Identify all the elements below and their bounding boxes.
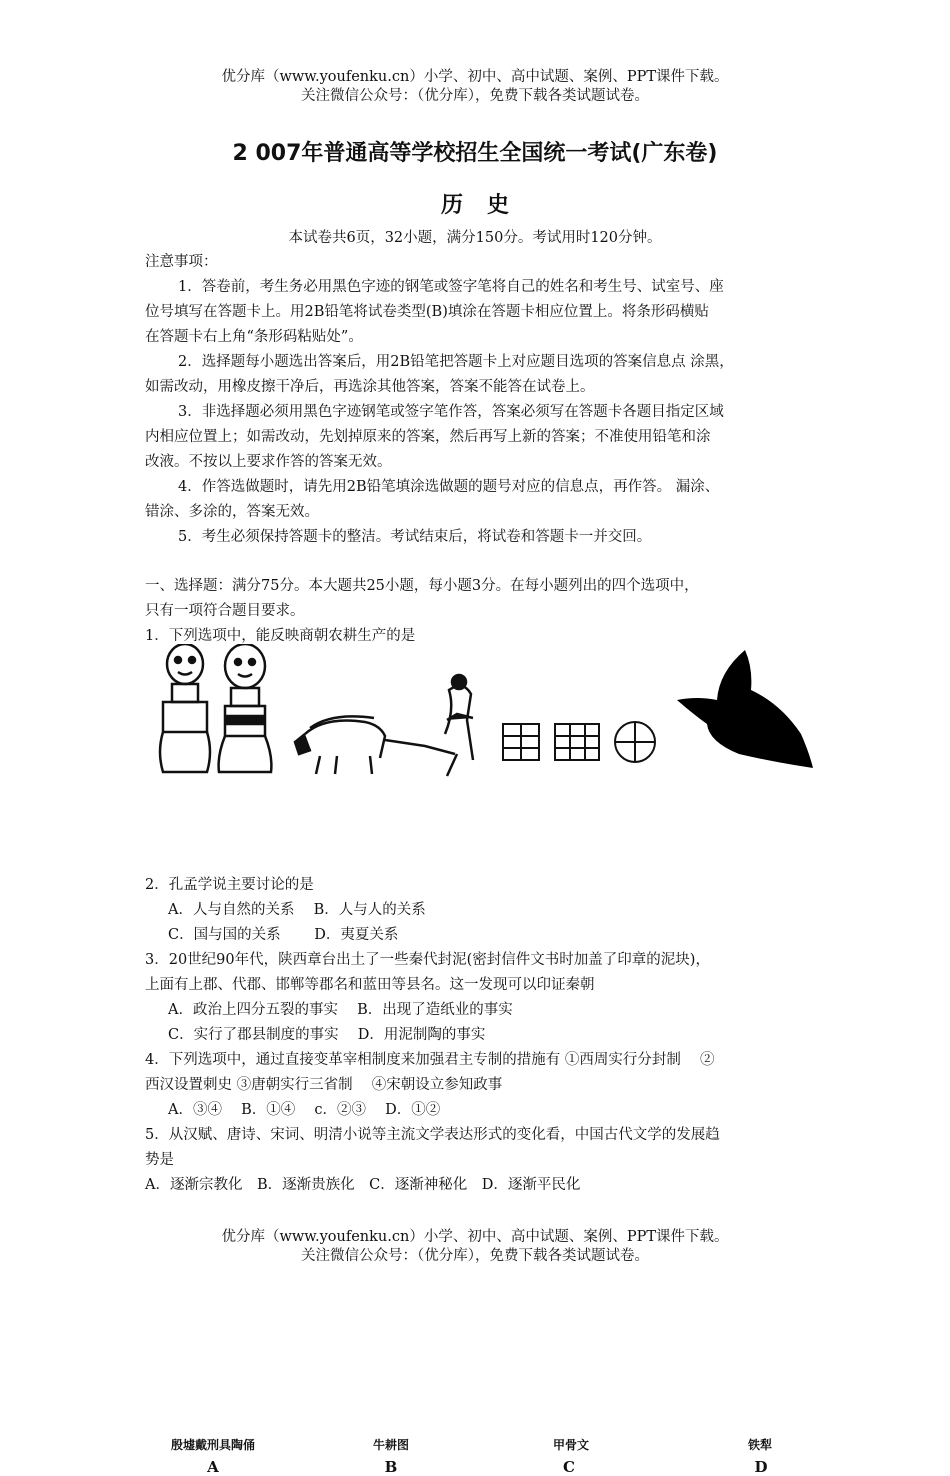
q5-stem-2: 势是 <box>145 1152 174 1168</box>
q3-options-1: A．政治上四分五裂的事实 B．出现了造纸业的事实 <box>168 1002 513 1018</box>
section1-line-1: 一、选择题：满分75分。本大题共25小题，每小题3分。在每小题列出的四个选项中， <box>145 578 699 594</box>
q5-options: A．逐渐宗教化 B．逐渐贵族化 C．逐渐神秘化 D．逐渐平民化 <box>145 1177 581 1193</box>
note-line: 如需改动，用橡皮擦干净后，再选涂其他答案，答案不能答在试卷上。 <box>145 379 595 395</box>
note-line: 在答题卡右上角“条形码粘贴处”。 <box>145 329 363 345</box>
subject-title: 历史 <box>440 193 533 218</box>
q4-options: A．③④ B．①④ c．②③ D．①② <box>168 1102 441 1118</box>
note-line: 1．答卷前，考生务必用黑色字迹的钢笔或签字笔将自己的姓名和考生号、试室号、座 <box>178 279 724 295</box>
q2-options-2: C．国与国的关系 D．夷夏关系 <box>168 927 399 943</box>
letter-a: A <box>207 1458 219 1476</box>
letter-c: C <box>563 1458 575 1476</box>
ox-ploughing-image <box>295 675 473 776</box>
q2-stem: 2．孔孟学说主要讨论的是 <box>145 877 314 893</box>
exam-intro: 本试卷共6页，32小题，满分150分。考试用时120分钟。 <box>288 230 662 246</box>
caption-b: 牛耕图 <box>372 1438 409 1452</box>
q3-options-2: C．实行了郡县制度的事实 D．用泥制陶的事实 <box>168 1027 486 1043</box>
letter-b: B <box>384 1458 398 1476</box>
footer-line-1: 优分库（www.youfenku.cn）小学、初中、高中试题、案例、PPT课件下载。 <box>221 1229 729 1245</box>
notes-heading: 注意事项： <box>145 254 218 270</box>
q5-stem-1: 5．从汉赋、唐诗、宋词、明清小说等主流文学表达形式的变化看，中国古代文学的发展趋 <box>145 1127 720 1143</box>
page-footer <box>0 1228 950 1266</box>
exam-title: 2 007年普通高等学校招生全国统一考试(广东卷) <box>232 141 718 166</box>
q1-images <box>145 644 815 840</box>
note-line: 2．选择题每小题选出答案后，用2B铅笔把答题卡上对应题目选项的答案信息点 涂黑， <box>178 354 734 370</box>
q3-stem-1: 3．20世纪90年代，陕西章台出土了一些秦代封泥(密封信件文书时加盖了印章的泥块)， <box>145 952 710 968</box>
pottery-figurines-image <box>160 644 271 772</box>
oracle-bone-characters-image <box>503 722 655 762</box>
caption-d: 铁犁 <box>747 1438 772 1452</box>
q1-stem: 1．下列选项中，能反映商朝农耕生产的是 <box>145 628 416 644</box>
section1-line-2: 只有一项符合题目要求。 <box>145 603 305 619</box>
footer-line-2: 关注微信公众号：（优分库），免费下载各类试题试卷。 <box>301 1248 649 1264</box>
q2-options-1: A．人与自然的关系 B．人与人的关系 <box>168 902 426 918</box>
note-line: 错涂、多涂的，答案无效。 <box>145 504 319 520</box>
caption-a: 殷墟戴刑具陶俑 <box>170 1438 255 1452</box>
header-line-2: 关注微信公众号：（优分库），免费下载各类试题试卷。 <box>301 88 649 104</box>
letter-d: D <box>754 1458 768 1476</box>
q4-stem-2: 西汉设置刺史 ③唐朝实行三省制 ④宋朝设立参知政事 <box>145 1077 503 1093</box>
header-line-1: 优分库（www.youfenku.cn）小学、初中、高中试题、案例、PPT课件下载。 <box>221 69 729 85</box>
q4-stem-1: 4．下列选项中，通过直接变革宰相制度来加强君主专制的措施有 ①西周实行分封制 ② <box>145 1052 715 1068</box>
iron-plough-image <box>677 650 813 768</box>
caption-c: 甲骨文 <box>552 1438 589 1452</box>
note-line: 内相应位置上；如需改动，先划掉原来的答案，然后再写上新的答案；不准使用铅笔和涂 <box>145 429 711 445</box>
note-line: 5．考生必须保持答题卡的整洁。考试结束后，将试卷和答题卡一并交回。 <box>178 529 652 545</box>
q3-stem-2: 上面有上郡、代郡、邯郸等郡名和蓝田等县名。这一发现可以印证秦朝 <box>145 977 595 993</box>
page-header <box>0 68 950 106</box>
note-line: 3．非选择题必须用黑色字迹钢笔或签字笔作答，答案必须写在答题卡各题目指定区域 <box>178 404 724 420</box>
note-line: 位号填写在答题卡上。用2B铅笔将试卷类型(B)填涂在答题卡相应位置上。将条形码横贴 <box>145 304 709 320</box>
note-line: 改液。不按以上要求作答的答案无效。 <box>145 454 392 470</box>
note-line: 4．作答选做题时，请先用2B铅笔填涂选做题的题号对应的信息点，再作答。 漏涂、 <box>178 479 720 495</box>
